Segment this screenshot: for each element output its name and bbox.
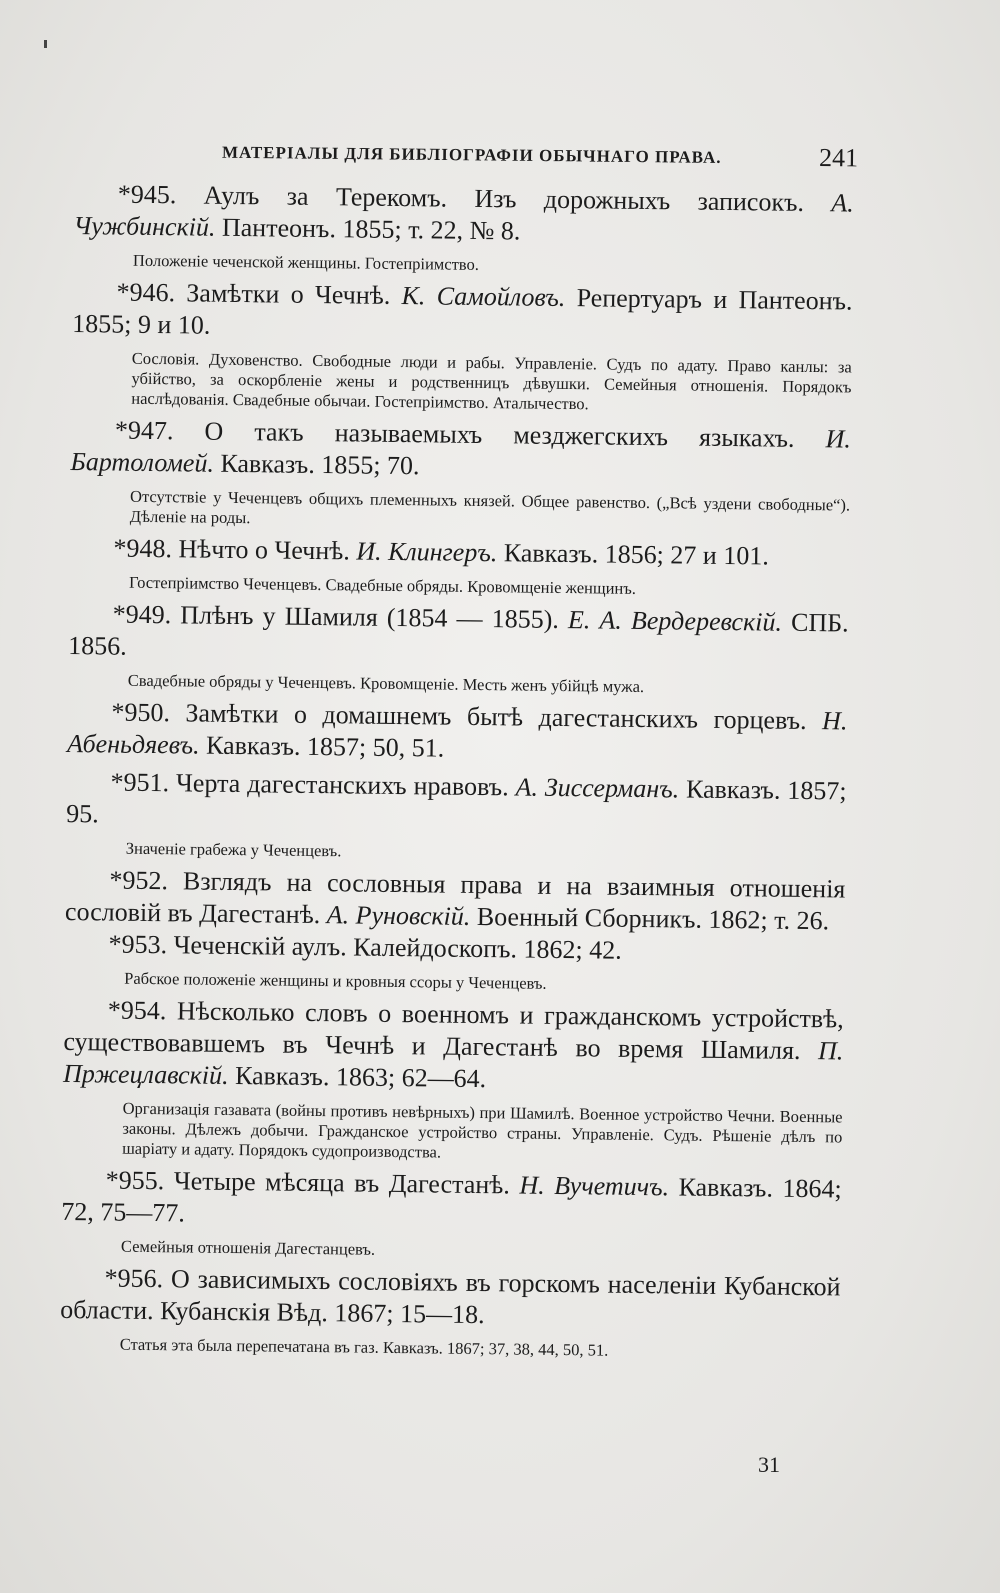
entry-note: Гостепріимство Чеченцевъ. Свадебные обряды. Кровомщеніе женщинъ. bbox=[128, 572, 637, 598]
entry-title: Аулъ за Терекомъ. Изъ дорожныхъ записокъ. bbox=[203, 180, 805, 217]
entry-953 bbox=[64, 928, 845, 998]
entry-source: Кавказъ. 1863; 62—64. bbox=[234, 1061, 487, 1094]
entry-number: *946. bbox=[116, 277, 176, 308]
entry-source: Репертуаръ и Пантеонъ. 1855; 9 и 10. bbox=[72, 283, 853, 340]
entry-main bbox=[60, 1262, 841, 1336]
entry-title: Взглядъ на сословныя права и на взаимныя отношенія сословій въ Дагестанѣ. bbox=[64, 866, 846, 930]
page-number: 241 bbox=[818, 142, 859, 173]
header-title: МАТЕРІАЛЫ ДЛЯ БИБЛІОГРАФІИ ОБЫЧНАГО ПРАВА. bbox=[221, 142, 722, 167]
entry-note: Организація газавата (войны противъ невѣрныхъ) при Шамилѣ. Военное устройство Чечни. Военные законы. Дѣлежъ добычи. Гражданское устройство страны. Управленіе. Судъ. Рѣшеніе дѣлъ по шаріату и адату. Порядокъ судопроизводства. bbox=[122, 1098, 843, 1162]
entry-main bbox=[68, 598, 849, 672]
entry-952 bbox=[65, 864, 846, 938]
entry-number: *953. bbox=[108, 929, 168, 960]
bibliography-list bbox=[60, 178, 854, 1369]
entry-title: Замѣтки о домашнемъ бытѣ дагестанскихъ горцевъ. bbox=[185, 698, 807, 735]
entry-author: П. Пржецлавскій. bbox=[62, 1036, 844, 1090]
entry-author: Н. Вучетичъ. bbox=[519, 1170, 670, 1202]
entry-note: Отсутствіе у Чеченцевъ общихъ племенныхъ князей. Общее равенство. („Всѣ уздени свободные“). Дѣленіе на роды. bbox=[129, 486, 851, 528]
entry-948 bbox=[69, 532, 850, 602]
entry-number: *950. bbox=[111, 697, 171, 728]
entry-951 bbox=[66, 766, 847, 868]
entry-number: *945. bbox=[117, 179, 177, 210]
entry-main bbox=[66, 766, 847, 840]
entry-title: Чеченскій аулъ. Калейдоскопъ. 1862; 42. bbox=[173, 930, 622, 965]
entry-main bbox=[63, 994, 844, 1100]
entry-954 bbox=[62, 994, 844, 1168]
entry-note: Сословія. Духовенство. Свободные люди и рабы. Управленіе. Судъ по адату. Право канлы: за убійство, за оскорбленіе жены и родственницъ дѣвушки. Семейныя отношенія. Порядокъ наслѣдованія. Свадебные обычаи. Гостепріимство. Аталычество. bbox=[131, 348, 852, 414]
entry-author: Е. А. Вердеревскій. bbox=[567, 605, 783, 637]
entry-author: А. Зиссерманъ. bbox=[515, 772, 680, 804]
entry-author: К. Самойловъ. bbox=[401, 281, 566, 313]
entry-author: А. Руновскій. bbox=[326, 900, 471, 931]
entry-main bbox=[61, 1164, 842, 1238]
entry-956 bbox=[60, 1262, 841, 1364]
entry-source: Кавказъ. 1856; 27 и 101. bbox=[503, 538, 769, 571]
entry-author: И. Клингеръ. bbox=[356, 536, 498, 568]
entry-note: Значеніе грабежа у Чеченцевъ. bbox=[125, 838, 342, 861]
entry-main bbox=[69, 532, 849, 574]
entry-source: Военный Сборникъ. 1862; т. 26. bbox=[476, 901, 830, 936]
entry-947 bbox=[70, 414, 851, 536]
entry-title: Замѣтки о Чечнѣ. bbox=[186, 278, 391, 310]
entry-945 bbox=[73, 178, 854, 280]
entry-main bbox=[70, 414, 851, 488]
entry-949 bbox=[68, 598, 849, 700]
entry-number: *951. bbox=[110, 767, 170, 798]
entry-number: *954. bbox=[107, 995, 167, 1026]
entry-source: Кавказъ. 1855; 70. bbox=[220, 448, 420, 481]
entry-950 bbox=[67, 696, 848, 776]
entry-title: Плѣнъ у Шамиля (1854 — 1855). bbox=[180, 600, 560, 634]
entry-note: Статья эта была перепечатана въ газ. Кавказъ. 1867; 37, 38, 44, 50, 51. bbox=[119, 1334, 609, 1360]
entry-source: Кавказъ. 1857; 95. bbox=[66, 774, 847, 829]
entry-title: Нѣсколько словъ о военномъ и гражданскомъ устройствѣ, существовавшемъ въ Чечнѣ и Дагестанѣ во время Шамиля. bbox=[63, 996, 844, 1065]
entry-source: СПБ. 1856. bbox=[68, 607, 849, 661]
entry-title: О зависимыхъ сословіяхъ въ горскомъ населеніи Кубанской области. Кубанскія Вѣд. 1867; 15—18. bbox=[59, 1264, 841, 1330]
entry-946 bbox=[71, 276, 853, 418]
entry-note: Семейныя отношенія Дагестанцевъ. bbox=[120, 1236, 376, 1259]
entry-main bbox=[73, 178, 854, 252]
entry-number: *947. bbox=[114, 415, 174, 446]
entry-source: Кавказъ. 1857; 50, 51. bbox=[205, 730, 445, 763]
entry-author: Н. Абеньдяевъ. bbox=[66, 706, 848, 760]
entry-title: Нѣчто о Чечнѣ. bbox=[178, 534, 351, 566]
entry-title: Четыре мѣсяца въ Дагестанѣ. bbox=[173, 1166, 511, 1200]
printer-signature: 31 bbox=[758, 1452, 780, 1477]
entry-number: *955. bbox=[105, 1165, 165, 1196]
entry-number: *948. bbox=[113, 533, 173, 564]
entry-main bbox=[67, 696, 848, 770]
entry-955 bbox=[61, 1164, 842, 1266]
entry-number: *949. bbox=[112, 599, 172, 630]
ink-speck bbox=[44, 40, 47, 48]
entry-title: Черта дагестанскихъ нравовъ. bbox=[175, 768, 509, 802]
entry-note: Рабское положеніе женщины и кровныя ссоры у Чеченцевъ. bbox=[124, 968, 547, 993]
entry-author: А. Чужбинскій. bbox=[73, 188, 854, 242]
entry-title: О такъ называемыхъ мезджегскихъ языкахъ. bbox=[204, 416, 795, 453]
entry-number: *956. bbox=[104, 1263, 164, 1294]
entry-source: Кавказъ. 1864; 72, 75—77. bbox=[61, 1172, 842, 1228]
entry-note: Свадебные обряды у Чеченцевъ. Кровомщеніе. Месть женъ убійцѣ мужа. bbox=[127, 670, 645, 697]
entry-source: Пантеонъ. 1855; т. 22, № 8. bbox=[221, 212, 521, 246]
entry-author: И. Бартоломей. bbox=[70, 424, 852, 478]
entry-main bbox=[72, 276, 853, 350]
entry-note: Положеніе чеченской женщины. Гостепріимство. bbox=[132, 250, 480, 274]
running-header bbox=[218, 137, 858, 184]
entry-number: *952. bbox=[109, 865, 169, 896]
entry-main bbox=[65, 864, 846, 938]
